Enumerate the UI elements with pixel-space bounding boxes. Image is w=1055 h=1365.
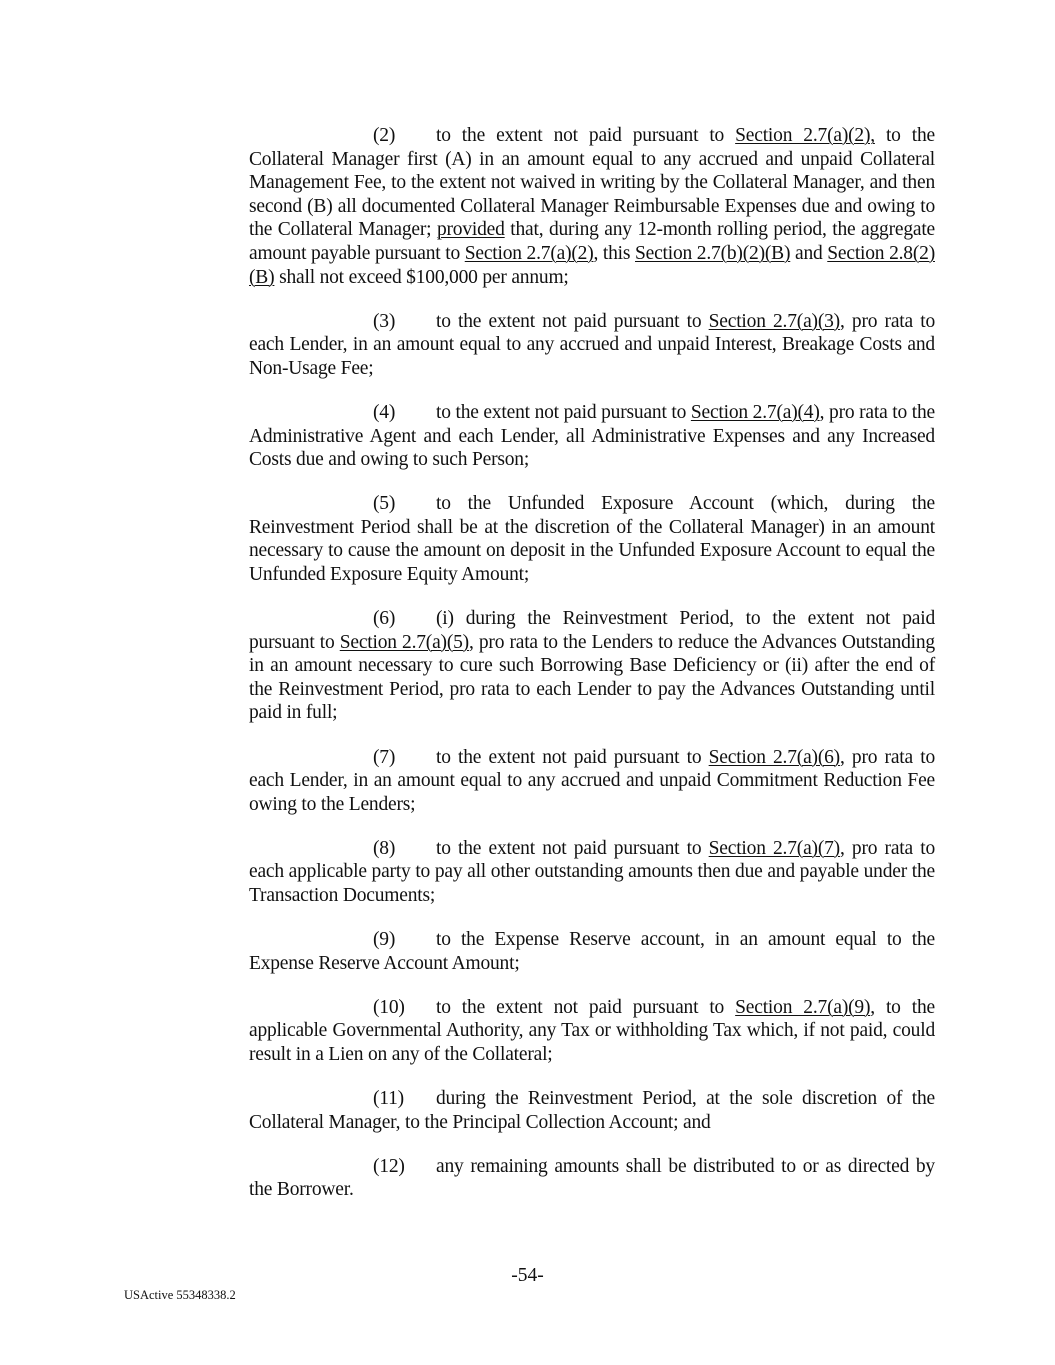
- clause-number: (11): [373, 1088, 404, 1110]
- clause-text: , to the applicable Governmental Authority, any Tax or withholding Tax which, if not paid, could result in a Lien on any of the Collateral;: [249, 996, 935, 1065]
- clause-list: [249, 124, 935, 1222]
- clause-paragraph: [249, 1155, 935, 1202]
- clause-text: , pro rata to the Administrative Agent and each Lender, all Administrative Expenses and any Increased Costs due and owing to such Person;: [249, 401, 935, 471]
- clause-text: during the Reinvestment Period, at the sole discretion of the Collateral Manager, to the Principal Collection Account; and: [249, 1088, 935, 1133]
- clause-paragraph: [249, 1087, 935, 1134]
- clause-paragraph: [249, 607, 935, 725]
- clause-paragraph: [249, 746, 935, 817]
- clause-text: , pro rata to the Lenders to reduce the Advances Outstanding in an amount necessary to cure such Borrowing Base Deficiency or (ii) after the end of the Reinvestment Period, pro rata to each Lender to pay the Advances Outstanding until paid in full;: [249, 631, 935, 724]
- clause-text: any remaining amounts shall be distributed to or as directed by the Borrower.: [249, 1155, 935, 1201]
- clause-paragraph: [249, 401, 935, 472]
- clause-text: to the extent not paid pursuant to: [436, 746, 709, 768]
- clause-text: shall not exceed $100,000 per annum;: [274, 266, 569, 288]
- clause-number: (2): [373, 125, 396, 146]
- clause-text: to the extent not paid pursuant to: [436, 996, 736, 1018]
- section-reference: Section 2.7(a)(7): [708, 837, 840, 859]
- clause-number: (7): [373, 746, 396, 768]
- section-reference: Section 2.7(a)(2),: [735, 125, 875, 146]
- section-reference: Section 2.8(2)(B): [249, 242, 935, 288]
- clause-text: to the extent not paid pursuant to: [436, 837, 709, 859]
- clause-text: to the extent not paid pursuant to: [436, 401, 691, 423]
- section-reference: Section 2.7(b)(2)(B): [635, 242, 791, 264]
- clause-text: to the extent not paid pursuant to: [436, 125, 736, 146]
- page-number: -54-: [511, 1265, 544, 1286]
- section-reference: Section 2.7(a)(3): [708, 310, 840, 332]
- clause-paragraph: [249, 928, 935, 975]
- section-reference: Section 2.7(a)(5): [339, 631, 469, 653]
- clause-text: to the extent not paid pursuant to: [436, 310, 709, 332]
- section-reference: Section 2.7(a)(2): [464, 242, 594, 264]
- clause-number: (9): [373, 929, 396, 951]
- clause-text: that, during any 12-month rolling period, the aggregate amount payable pursuant to: [249, 219, 936, 264]
- clause-text: to the Collateral Manager first (A) in an amount equal to any accrued and unpaid Collateral Management Fee, to the extent not waived in writing by the Collateral Manager, and then second (B) all documented Collateral Manager Reimbursable Expenses due and owing to the Collateral Manager;: [249, 125, 935, 241]
- clause-text: to the Expense Reserve account, in an amount equal to the Expense Reserve Account Amount;: [249, 929, 935, 974]
- clause-number: (3): [373, 310, 396, 332]
- clause-paragraph: [249, 124, 935, 289]
- clause-number: (10): [373, 996, 405, 1018]
- clause-paragraph: [249, 492, 935, 586]
- clause-text: , pro rata to each applicable party to pay all other outstanding amounts then due and payable under the Transaction Documents;: [249, 837, 935, 907]
- section-reference: Section 2.7(a)(4): [690, 401, 820, 423]
- clause-number: (6): [373, 608, 396, 630]
- clause-paragraph: [249, 996, 935, 1067]
- clause-number: (8): [373, 837, 396, 859]
- clause-number: (12): [373, 1155, 405, 1177]
- clause-text: to the Unfunded Exposure Account (which, during the Reinvestment Period shall be at the discretion of the Collateral Manager) in an amount necessary to cause the amount on deposit in the Unfunded Exposure Account to equal the Unfunded Exposure Equity Amount;: [249, 493, 935, 585]
- document-id-footer: USActive 55348338.2: [124, 1288, 236, 1302]
- clause-paragraph: [249, 837, 935, 908]
- clause-text: (i) during the Reinvestment Period, to the extent not paid pursuant to: [249, 608, 935, 653]
- clause-text: and: [790, 242, 828, 264]
- clause-text: , pro rata to each Lender, in an amount equal to any accrued and unpaid Commitment Reduction Fee owing to the Lenders;: [249, 746, 935, 815]
- clause-number: (4): [373, 401, 396, 423]
- clause-text: , pro rata to each Lender, in an amount equal to any accrued and unpaid Interest, Breakage Costs and Non-Usage Fee;: [249, 310, 935, 379]
- section-reference: provided: [436, 219, 505, 241]
- clause-text: , this: [593, 242, 635, 264]
- clause-number: (5): [373, 493, 396, 515]
- clause-paragraph: [249, 310, 935, 381]
- section-reference: Section 2.7(a)(6): [708, 746, 840, 768]
- section-reference: Section 2.7(a)(9): [735, 996, 871, 1018]
